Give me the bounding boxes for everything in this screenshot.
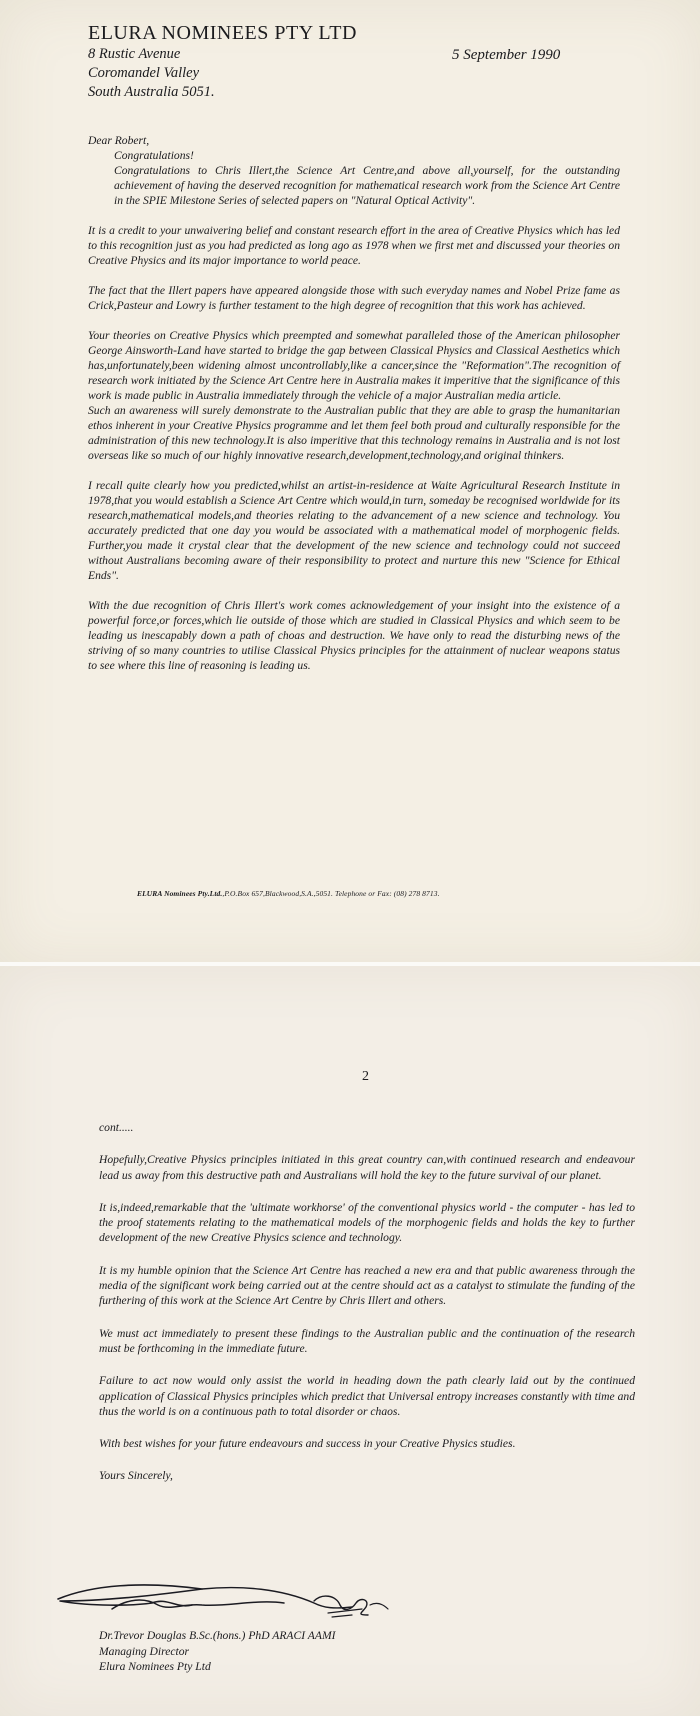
letter-date: 5 September 1990 — [452, 47, 561, 63]
paragraph: I recall quite clearly how you predicted,whilst an artist-in-residence at Waite Agricultural Research Institute in 1978,that you would establish a Science Art Centre which would,in turn, someday be recognised worldwide for its research,mathematical models,and theories relating to the advancement of a new science and technology. You accurately predicted that one day you would be associated with a mathematical model of morphogenic fields. Further,you made it crystal clear that the development of the new science and technology could not succeed without Australians becoming aware of their responsibility to protect and nurture this new "Science for Ethical Ends". — [88, 479, 620, 582]
paragraph: Such an awareness will surely demonstrate to the Australian public that they are able to grasp the humanitarian ethos inherent in your Creative Physics programme and let them feel both proud and culturally responsible for the administration of this new technology.It is also imperitive that this technology remains in Australia and is not lost overseas like so much of our highly innovative research,development,technology,and original thinkers. — [88, 404, 620, 462]
paragraph: It is,indeed,remarkable that the 'ultimate workhorse' of the conventional physics world - the computer - has led to the proof statements relating to the mathematical models of the morphogenic fields and holds the key to further development of the new Creative Physics science and technology. — [99, 1200, 635, 1245]
address-line: 8 Rustic Avenue — [88, 46, 181, 62]
paragraph: Failure to act now would only assist the world in heading down the path clearly laid out by the continued application of Classical Physics principles which predict that Universal entropy increases constantly with time and thus the world is on a continuous path to total disorder or chaos. — [99, 1374, 635, 1418]
letterhead-footer — [137, 889, 440, 898]
paragraph: The fact that the Illert papers have appeared alongside those with such everyday names and Nobel Prize fame as Crick,Pasteur and Lowry is further testament to the high degree of recognition that this work has achieved. — [88, 284, 620, 312]
company-name: ELURA NOMINEES PTY LTD — [88, 22, 357, 44]
handwritten-signature — [52, 1575, 412, 1625]
footer-company: ELURA Nominees Pty.Ltd. — [137, 889, 223, 898]
paragraph: With best wishes for your future endeavours and success in your Creative Physics studies. — [99, 1437, 516, 1451]
paragraph: It is a credit to your unwaivering belief and constant research effort in the area of Creative Physics which has led to this recognition just as you had predicted as long ago as 1978 when we first met and discussed your theories on Creative Physics and its major importance to world peace. — [88, 224, 620, 267]
signatory-company: Elura Nominees Pty Ltd — [99, 1660, 211, 1673]
signature-block — [99, 1628, 335, 1675]
paragraph: Your theories on Creative Physics which preempted and somewhat paralleled those of the American philosopher George Ainsworth-Land have started to bridge the gap between Classical Physics and Classical Aesthetics which has,unfortunately,been widening almost uncontrollably,like a cancer,since the "Reformation".The recognition of research work initiated by the Science Art Centre here in Australia makes it imperitive that the significance of this work is made public in Australia immediately through the vehicle of a major Australian media article. — [88, 329, 620, 402]
paragraph: Congratulations to Chris Illert,the Science Art Centre,and above all,yourself, for the outstanding achievement of having the deserved recognition for mathematical research work from the Science Art Centre in the SPIE Milestone Series of selected papers on "Natural Optical Activity". — [114, 164, 620, 207]
letter-body-page-2 — [99, 1120, 635, 1484]
paragraph: With the due recognition of Chris Illert's work comes acknowledgement of your insight into the existence of a powerful force,or forces,which lie outside of those which are studied in Classical Physics and which seem to be leading us inescapably down a path of choas and destruction. We have only to read the disturbing news of the striving of so many countries to utilise Classical Physics principles for the attainment of nuclear weapons status to see where this line of reasoning is leading us. — [88, 599, 620, 672]
letter-body-page-1 — [88, 133, 620, 673]
sender-address — [88, 45, 215, 102]
footer-contact: ,P.O.Box 657,Blackwood,S.A.,5051. Telephone or Fax: (08) 278 8713. — [222, 889, 440, 898]
paragraph: Hopefully,Creative Physics principles initiated in this great country can,with continued research and endeavour lead us away from this destructive path and Australians will hold the key to the future survival of our planet. — [99, 1153, 635, 1182]
salutation: Dear Robert, — [88, 134, 150, 147]
page-number: 2 — [362, 1069, 369, 1084]
signatory-name: Dr.Trevor Douglas B.Sc.(hons.) PhD ARACI AAMI — [99, 1629, 336, 1642]
address-line: Coromandel Valley — [88, 65, 200, 81]
paragraph: We must act immediately to present these findings to the Australian public and the continuation of the research must be forthcoming in the immediate future. — [99, 1326, 635, 1355]
continuation-mark: cont..... — [99, 1121, 134, 1134]
paragraph: It is my humble opinion that the Science Art Centre has reached a new era and that public awareness through the media of the significant work being carried out at the centre should act as a catalyst to stimulate the funding of the furthering of this work at the Science Art Centre by Chris Illert and others. — [99, 1263, 635, 1308]
signatory-title: Managing Director — [99, 1644, 190, 1658]
opening-line: Congratulations! — [114, 149, 194, 162]
address-line: South Australia 5051. — [88, 84, 215, 100]
closing: Yours Sincerely, — [99, 1469, 173, 1483]
